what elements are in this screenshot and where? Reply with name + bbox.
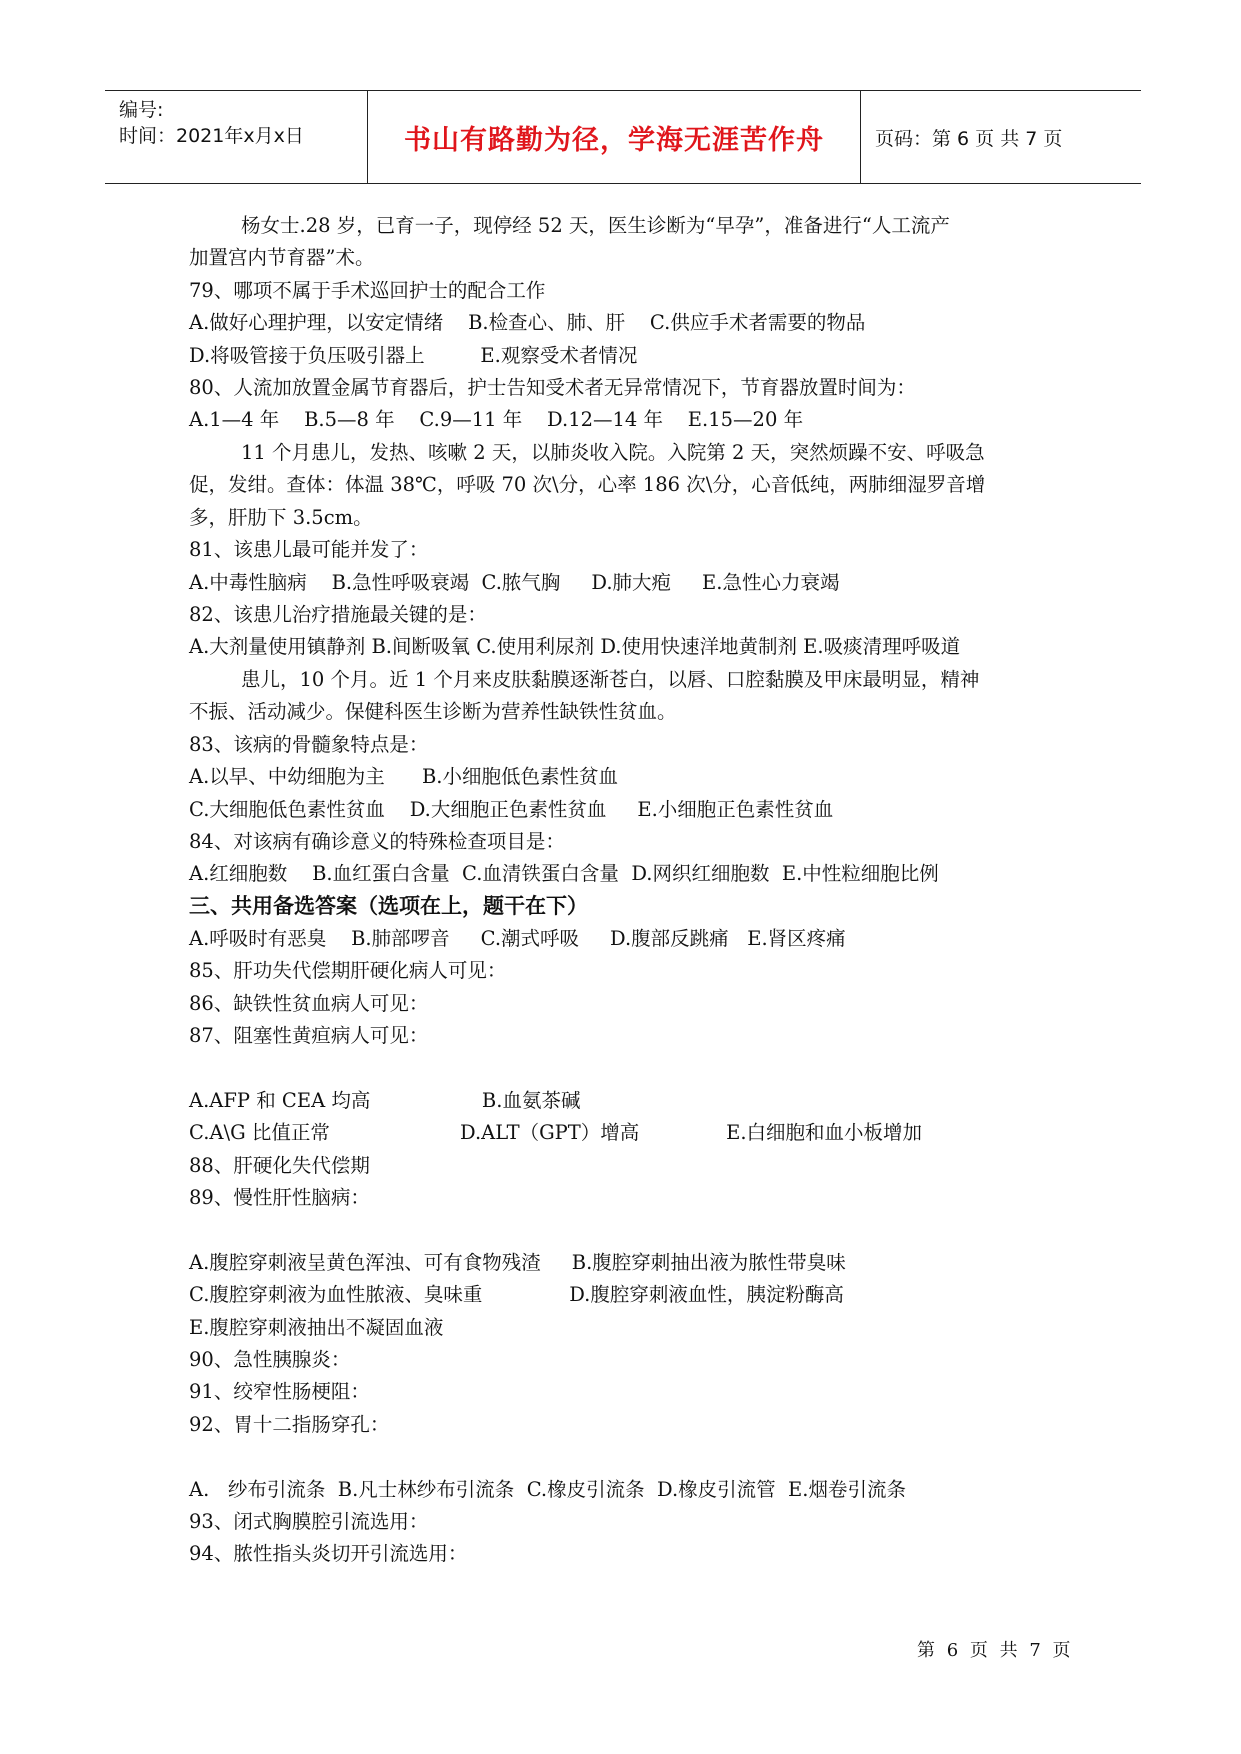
text-line: 杨女士.28 岁，已育一子，现停经 52 天，医生诊断为“早孕”，准备进行“人工流产 — [241, 214, 950, 237]
question-line: 81、该患儿最可能并发了： — [189, 538, 429, 561]
question-line: 86、缺铁性贫血病人可见： — [189, 992, 429, 1015]
options-line: D.将吸管接于负压吸引器上 E.观察受术者情况 — [189, 344, 638, 367]
question-line: 90、急性胰腺炎： — [189, 1348, 351, 1371]
options-line: A.中毒性脑病 B.急性呼吸衰竭 C.脓气胸 D.肺大疱 E.急性心力衰竭 — [189, 571, 840, 594]
text-line: 患儿，10 个月。近 1 个月来皮肤黏膜逐渐苍白，以唇、口腔黏膜及甲床最明显，精神 — [241, 668, 980, 691]
options-line: A. 纱布引流条 B.凡士林纱布引流条 C.橡皮引流条 D.橡皮引流管 E.烟卷引流条 — [189, 1478, 906, 1501]
options-line: A.大剂量使用镇静剂 B.间断吸氧 C.使用利尿剂 D.使用快速洋地黄制剂 E.吸痰清理呼吸道 — [189, 635, 961, 658]
question-line: 82、该患儿治疗措施最关键的是： — [189, 603, 487, 626]
header-table — [105, 90, 1141, 184]
options-line: A.红细胞数 B.血红蛋白含量 C.血清铁蛋白含量 D.网织红细胞数 E.中性粒细胞比例 — [189, 862, 939, 885]
page-label: 页码：第 6 页 共 7 页 — [875, 127, 1063, 150]
question-line: 84、对该病有确诊意义的特殊检查项目是： — [189, 830, 565, 853]
question-line: 83、该病的骨髓象特点是： — [189, 733, 429, 756]
options-line: A.呼吸时有恶臭 B.肺部啰音 C.潮式呼吸 D.腹部反跳痛 E.肾区疼痛 — [189, 927, 846, 950]
question-line: 94、脓性指头炎切开引流选用： — [189, 1542, 468, 1565]
options-line: A.1—4 年 B.5—8 年 C.9—11 年 D.12—14 年 E.15—20 年 — [189, 408, 804, 431]
question-line: 85、肝功失代偿期肝硬化病人可见： — [189, 959, 507, 982]
question-line: 91、绞窄性肠梗阻： — [189, 1380, 370, 1403]
options-line: E.腹腔穿刺液抽出不凝固血液 — [189, 1316, 444, 1339]
text-line: 加置宫内节育器”术。 — [189, 246, 375, 269]
question-line: 88、肝硬化失代偿期 — [189, 1154, 370, 1177]
options-line: C.腹腔穿刺液为血性脓液、臭味重 D.腹腔穿刺液血性，胰淀粉酶高 — [189, 1283, 844, 1306]
header-page-cell — [861, 91, 1141, 183]
number-label: 编号: — [119, 99, 164, 121]
options-line: C.A\G 比值正常 D.ALT（GPT）增高 E.白细胞和血小板增加 — [189, 1121, 923, 1144]
text-line: 促，发绀。查体：体温 38℃，呼吸 70 次\分，心率 186 次\分，心音低纯，两肺细湿罗音增 — [189, 473, 986, 496]
section-heading: 三、共用备选答案（选项在上，题干在下） — [189, 894, 588, 918]
time-label: 时间：2021年x月x日 — [119, 125, 304, 147]
question-line: 80、人流加放置金属节育器后，护士告知受术者无异常情况下，节育器放置时间为： — [189, 376, 916, 399]
question-line: 93、闭式胸膜腔引流选用： — [189, 1510, 429, 1533]
question-line: 92、胃十二指肠穿孔： — [189, 1413, 390, 1436]
page-footer: 第 6 页 共 7 页 — [917, 1640, 1074, 1661]
header-left-cell — [105, 91, 367, 183]
text-line: 不振、活动减少。保健科医生诊断为营养性缺铁性贫血。 — [189, 700, 677, 723]
options-line: A.以早、中幼细胞为主 B.小细胞低色素性贫血 — [189, 765, 619, 788]
question-line: 87、阻塞性黄疸病人可见： — [189, 1024, 429, 1047]
text-line: 多，肝肋下 3.5cm。 — [189, 506, 373, 529]
question-line: 89、慢性肝性脑病： — [189, 1186, 370, 1209]
options-line: A.腹腔穿刺液呈黄色浑浊、可有食物残渣 B.腹腔穿刺抽出液为脓性带臭味 — [189, 1251, 846, 1274]
text-line: 11 个月患儿，发热、咳嗽 2 天，以肺炎收入院。入院第 2 天，突然烦躁不安、呼吸急 — [241, 441, 985, 464]
question-line: 79、哪项不属于手术巡回护士的配合工作 — [189, 279, 546, 302]
options-line: C.大细胞低色素性贫血 D.大细胞正色素性贫血 E.小细胞正色素性贫血 — [189, 798, 834, 821]
header-motto-cell — [367, 91, 861, 183]
motto: 书山有路勤为径，学海无涯苦作舟 — [404, 124, 824, 156]
options-line: A.AFP 和 CEA 均高 B.血氨茶碱 — [189, 1089, 581, 1112]
options-line: A.做好心理护理，以安定情绪 B.检查心、肺、肝 C.供应手术者需要的物品 — [189, 311, 866, 334]
